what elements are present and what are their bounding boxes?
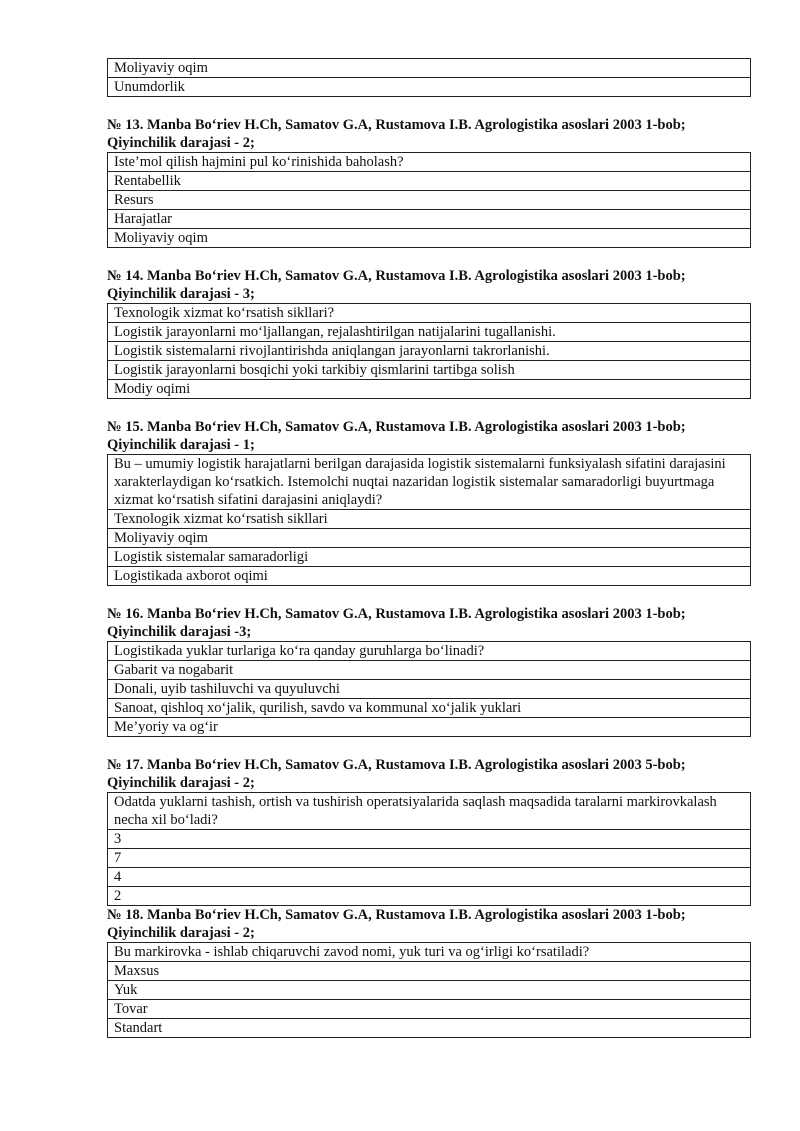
table-row (108, 849, 751, 868)
answer-cell: Me’yoriy va og‘ir (108, 718, 751, 737)
answer-cell: Logistikada axborot oqimi (108, 567, 751, 586)
question-table-18 (107, 942, 751, 1038)
table-row (108, 529, 751, 548)
question-text: Iste’mol qilish hajmini pul ko‘rinishida baholash? (108, 153, 751, 172)
answer-cell: Unumdorlik (108, 78, 751, 97)
answer-cell: Modiy oqimi (108, 380, 751, 399)
answer-cell: 4 (108, 868, 751, 887)
document-page (107, 58, 751, 1038)
answer-cell: Gabarit va nogabarit (108, 661, 751, 680)
table-row (108, 323, 751, 342)
table-row (108, 718, 751, 737)
answer-cell: 2 (108, 887, 751, 906)
table-row (108, 304, 751, 323)
question-table-16 (107, 641, 751, 737)
table-row (108, 210, 751, 229)
table-row (108, 567, 751, 586)
table-row (108, 887, 751, 906)
answer-cell: Logistik sistemalar samaradorligi (108, 548, 751, 567)
question-table-17 (107, 792, 751, 906)
answer-cell: Logistik jarayonlarni mo‘ljallangan, rejalashtirilgan natijalarini tugallanishi. (108, 323, 751, 342)
question-heading-14: № 14. Manba Bo‘riev H.Ch, Samatov G.A, Rustamova I.B. Agrologistika asoslari 2003 1-bob; Qiyinchilik darajasi - 3; (107, 268, 686, 302)
table-row (108, 229, 751, 248)
question-table-15 (107, 454, 751, 586)
question-text: Logistikada yuklar turlariga ko‘ra qanday guruhlarga bo‘linadi? (108, 642, 751, 661)
question-text: Texnologik xizmat ko‘rsatish sikllari? (108, 304, 751, 323)
answer-table-q12 (107, 58, 751, 97)
question-heading-18: № 18. Manba Bo‘riev H.Ch, Samatov G.A, Rustamova I.B. Agrologistika asoslari 2003 1-bob; Qiyinchilik darajasi - 2; (107, 907, 686, 941)
table-row (108, 361, 751, 380)
question-heading-15: № 15. Manba Bo‘riev H.Ch, Samatov G.A, Rustamova I.B. Agrologistika asoslari 2003 1-bob; Qiyinchilik darajasi - 1; (107, 419, 686, 453)
table-row (108, 191, 751, 210)
question-text: Odatda yuklarni tashish, ortish va tushirish operatsiyalarida saqlash maqsadida taralarni markirovkalash necha xil bo‘ladi? (108, 793, 751, 830)
answer-cell: Texnologik xizmat ko‘rsatish sikllari (108, 510, 751, 529)
table-row (108, 642, 751, 661)
answer-cell: Sanoat, qishloq xo‘jalik, qurilish, savdo va kommunal xo‘jalik yuklari (108, 699, 751, 718)
table-row (108, 380, 751, 399)
question-heading-17: № 17. Manba Bo‘riev H.Ch, Samatov G.A, Rustamova I.B. Agrologistika asoslari 2003 5-bob; Qiyinchilik darajasi - 2; (107, 757, 686, 791)
table-row (108, 342, 751, 361)
table-row (108, 943, 751, 962)
answer-cell: Yuk (108, 981, 751, 1000)
table-row (108, 868, 751, 887)
table-row (108, 830, 751, 849)
answer-cell: Logistik jarayonlarni bosqichi yoki tarkibiy qismlarini tartibga solish (108, 361, 751, 380)
table-row (108, 793, 751, 830)
question-text: Bu markirovka - ishlab chiqaruvchi zavod nomi, yuk turi va og‘irligi ko‘rsatiladi? (108, 943, 751, 962)
answer-cell: Rentabellik (108, 172, 751, 191)
answer-cell: Moliyaviy oqim (108, 529, 751, 548)
table-row (108, 981, 751, 1000)
answer-cell: Moliyaviy oqim (108, 59, 751, 78)
table-row (108, 455, 751, 510)
table-row (108, 59, 751, 78)
table-row (108, 1019, 751, 1038)
question-heading-16: № 16. Manba Bo‘riev H.Ch, Samatov G.A, Rustamova I.B. Agrologistika asoslari 2003 1-bob; Qiyinchilik darajasi -3; (107, 606, 686, 640)
answer-cell: Logistik sistemalarni rivojlantirishda aniqlangan jarayonlarni takrorlanishi. (108, 342, 751, 361)
table-row (108, 548, 751, 567)
table-row (108, 153, 751, 172)
table-row (108, 510, 751, 529)
answer-cell: Maxsus (108, 962, 751, 981)
table-row (108, 680, 751, 699)
answer-cell: Donali, uyib tashiluvchi va quyuluvchi (108, 680, 751, 699)
answer-cell: Standart (108, 1019, 751, 1038)
answer-cell: 3 (108, 830, 751, 849)
question-heading-13: № 13. Manba Bo‘riev H.Ch, Samatov G.A, Rustamova I.B. Agrologistika asoslari 2003 1-bob; Qiyinchilik darajasi - 2; (107, 117, 686, 151)
answer-cell: Resurs (108, 191, 751, 210)
table-row (108, 962, 751, 981)
table-row (108, 1000, 751, 1019)
answer-cell: Tovar (108, 1000, 751, 1019)
answer-cell: Harajatlar (108, 210, 751, 229)
table-row (108, 661, 751, 680)
answer-cell: 7 (108, 849, 751, 868)
question-text: Bu – umumiy logistik harajatlarni berilgan darajasida logistik sistemalarni funksiyalash sifatini darajasini xarakterlaydigan ko‘rsatkich. Istemolchi nuqtai nazaridan logistik sistemalar samaradorligi buyurtmaga xizmat ko‘rsatish sifatini darajasini aniqlaydi? (108, 455, 751, 510)
answer-cell: Moliyaviy oqim (108, 229, 751, 248)
table-row (108, 78, 751, 97)
question-table-14 (107, 303, 751, 399)
question-table-13 (107, 152, 751, 248)
table-row (108, 172, 751, 191)
table-row (108, 699, 751, 718)
